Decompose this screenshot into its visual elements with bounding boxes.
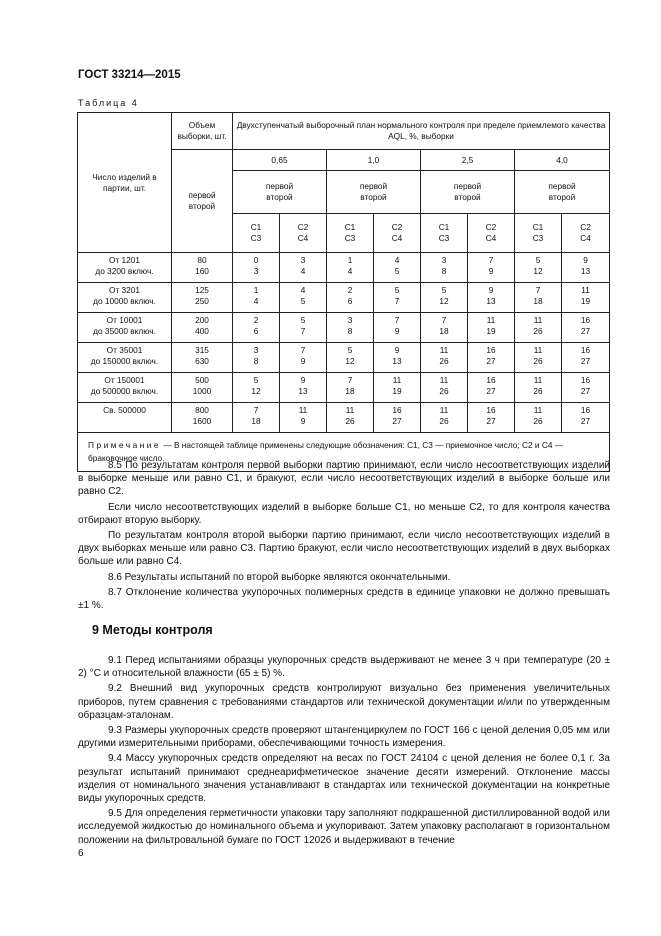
plan-value-second: 19 (486, 326, 496, 336)
plan-value-second: 9 (300, 356, 306, 366)
plan-value-cell (280, 373, 327, 403)
c-bottom-label: C4 (391, 233, 403, 243)
plan-value-second: 26 (533, 356, 543, 366)
plan-value-cell (233, 343, 280, 373)
plan-value-second: 27 (392, 416, 402, 426)
sample-size-cell (172, 313, 233, 343)
plan-value-cell (280, 403, 327, 433)
plan-value-cell (515, 373, 562, 403)
sample-size-second: 630 (195, 356, 209, 366)
plan-value-cell (280, 253, 327, 283)
plan-value-second: 13 (298, 386, 308, 396)
plan-value-first: 5 (300, 315, 306, 325)
plan-value-second: 12 (345, 356, 355, 366)
table-row (78, 343, 610, 373)
c-bottom-label: C4 (297, 233, 309, 243)
sample-size-second: 160 (195, 266, 209, 276)
plan-value-cell (374, 253, 421, 283)
c-top-label: C2 (580, 222, 591, 232)
plan-value-cell (233, 253, 280, 283)
plan-value-second: 8 (347, 326, 353, 336)
first-sample-label: первой (548, 181, 576, 191)
plan-value-first: 5 (394, 285, 400, 295)
plan-value-cell (562, 313, 610, 343)
plan-value-second: 26 (439, 356, 449, 366)
plan-value-cell (374, 313, 421, 343)
plan-value-cell (421, 253, 468, 283)
plan-value-cell (327, 373, 374, 403)
plan-value-second: 18 (439, 326, 449, 336)
plan-value-first: 2 (347, 285, 353, 295)
plan-value-cell (515, 253, 562, 283)
plan-value-second: 26 (533, 416, 543, 426)
plan-value-first: 16 (580, 405, 591, 415)
plan-value-first: 11 (439, 405, 449, 415)
lot-size-cell (78, 343, 172, 373)
paragraph: 8.5 По результатам контроля первой выборки партию принимают, если число несоответствующих изделий в выборке меньше или равно С1, и бракуют, если число несоответствующих изделий в выборке больше или равно С2. (78, 460, 610, 498)
acceptance-number-header (233, 214, 280, 253)
note-text: — В настоящей таблице применены следующие обозначения: С1, С3 — приемочное число; С2 и С4 — браковочное число. (88, 440, 564, 463)
lot-size-from: Св. 500000 (103, 405, 146, 415)
plan-value-second: 9 (300, 416, 306, 426)
plan-value-second: 9 (394, 326, 400, 336)
paragraph: 9.2 Внешний вид укупорочных средств контролируют визуально без применения увеличительных приборов, путем сравнения с требованиями стандартов или технической документации и/или по утвержденным образцам-эталонам. (78, 683, 610, 721)
sample-size-first: 800 (195, 405, 209, 415)
plan-value-first: 11 (392, 375, 402, 385)
plan-value-cell (562, 283, 610, 313)
plan-value-second: 5 (394, 266, 400, 276)
plan-value-cell (374, 283, 421, 313)
plan-value-first: 5 (441, 285, 447, 295)
sample-size-first: 200 (195, 315, 209, 325)
c-bottom-label: C4 (580, 233, 591, 243)
acceptance-number-header (562, 214, 610, 253)
plan-value-first: 9 (300, 375, 306, 385)
plan-value-second: 3 (253, 266, 259, 276)
paragraph: Если число несоответствующих изделий в выборке больше С1, но меньше С2, то для контроля качества отбирают вторую выборку. (78, 501, 610, 526)
paragraph: 9.4 Массу укупорочных средств определяют на весах по ГОСТ 24104 с ценой деления не более 0,1 г. За результат испытаний принимают среднеарифметическое значение десяти измерений. Отклонение массы изделия от номинального значения устанавливают в стандартах или технической документации на конкретные виды укупорочных средств. (78, 753, 610, 805)
plan-value-first: 5 (347, 345, 353, 355)
plan-value-cell (515, 283, 562, 313)
plan-value-first: 7 (535, 285, 541, 295)
plan-value-cell (562, 343, 610, 373)
plan-value-second: 13 (486, 296, 496, 306)
plan-value-second: 26 (345, 416, 355, 426)
plan-value-first: 2 (253, 315, 259, 325)
sample-size-cell (172, 253, 233, 283)
acceptance-number-header (374, 214, 421, 253)
table-row (78, 403, 610, 433)
plan-value-cell (468, 373, 515, 403)
sample-size-first: 315 (195, 345, 209, 355)
plan-value-first: 11 (298, 405, 308, 415)
plan-value-second: 26 (533, 386, 543, 396)
plan-value-second: 7 (300, 326, 306, 336)
plan-value-first: 5 (535, 255, 541, 265)
c-bottom-label: C4 (485, 233, 497, 243)
plan-value-cell (468, 253, 515, 283)
plan-value-first: 16 (580, 345, 591, 355)
second-sample-label: второй (188, 201, 216, 211)
c-bottom-label: C3 (532, 233, 544, 243)
aql-level-header: 0,65 (233, 150, 327, 171)
c-top-label: C2 (391, 222, 403, 232)
document-header: ГОСТ 33214—2015 (78, 69, 181, 81)
sample-size-second: 250 (195, 296, 209, 306)
paragraph: 8.7 Отклонение количества укупорочных полимерных средств в единице упаковки не должно превышать ±1 %. (78, 586, 610, 612)
lot-size-header: Число изделий в партии, шт. (78, 113, 172, 253)
plan-value-first: 11 (439, 375, 449, 385)
acceptance-number-header (468, 214, 515, 253)
plan-value-cell (280, 283, 327, 313)
lot-size-to: до 10000 включ. (93, 296, 156, 306)
lot-size-cell (78, 403, 172, 433)
plan-value-first: 16 (486, 405, 496, 415)
plan-value-first: 1 (253, 285, 259, 295)
plan-value-first: 4 (394, 255, 400, 265)
plan-value-first: 16 (486, 375, 496, 385)
plan-value-first: 4 (300, 285, 306, 295)
plan-value-second: 4 (253, 296, 259, 306)
sample-order-header (233, 171, 327, 214)
plan-value-second: 26 (439, 416, 449, 426)
second-sample-label: второй (454, 192, 481, 202)
sample-size-second: 1600 (192, 416, 212, 426)
lot-size-from: От 10001 (106, 315, 143, 325)
plan-value-second: 27 (580, 386, 591, 396)
plan-value-cell (374, 343, 421, 373)
first-sample-label: первой (359, 181, 388, 191)
plan-value-first: 3 (347, 315, 353, 325)
table-row (78, 283, 610, 313)
sample-size-cell (172, 283, 233, 313)
plan-value-second: 27 (486, 416, 496, 426)
section-9-paragraphs (78, 654, 610, 847)
plan-value-cell (515, 403, 562, 433)
lot-size-from: От 35001 (106, 345, 143, 355)
section-9-title: 9 Методы контроля (92, 623, 213, 637)
aql-level-header: 4,0 (515, 150, 610, 171)
table-row (78, 253, 610, 283)
plan-value-first: 16 (580, 315, 591, 325)
plan-value-cell (327, 313, 374, 343)
plan-value-first: 7 (441, 315, 447, 325)
plan-value-cell (421, 403, 468, 433)
aql-level-header: 1,0 (327, 150, 421, 171)
plan-value-cell (468, 343, 515, 373)
plan-value-second: 12 (533, 266, 543, 276)
c-top-label: C1 (344, 222, 356, 232)
plan-value-first: 11 (533, 375, 543, 385)
acceptance-number-header (515, 214, 562, 253)
lot-size-from: От 150001 (104, 375, 145, 385)
plan-value-cell (327, 283, 374, 313)
plan-value-cell (233, 313, 280, 343)
plan-value-cell (562, 373, 610, 403)
plan-value-cell (468, 313, 515, 343)
sampling-plan-table (77, 112, 610, 472)
lot-size-cell (78, 253, 172, 283)
plan-value-second: 27 (486, 386, 496, 396)
table-caption: Таблица 4 (78, 98, 139, 108)
plan-value-cell (374, 403, 421, 433)
plan-value-first: 3 (441, 255, 447, 265)
lot-size-to: до 150000 включ. (90, 356, 159, 366)
plan-value-first: 5 (253, 375, 259, 385)
plan-value-first: 3 (300, 255, 306, 265)
sample-order-header (172, 150, 233, 253)
plan-value-first: 7 (488, 255, 494, 265)
plan-value-cell (280, 313, 327, 343)
plan-value-cell (421, 313, 468, 343)
c-bottom-label: C3 (250, 233, 262, 243)
plan-value-cell (233, 373, 280, 403)
plan-value-first: 0 (253, 255, 259, 265)
plan-value-cell (327, 253, 374, 283)
plan-value-first: 11 (439, 345, 449, 355)
plan-value-cell (233, 403, 280, 433)
plan-value-second: 6 (347, 296, 353, 306)
plan-value-second: 8 (441, 266, 447, 276)
sample-order-header (327, 171, 421, 214)
plan-value-second: 18 (345, 386, 355, 396)
c-bottom-label: C3 (438, 233, 450, 243)
c-top-label: C2 (297, 222, 309, 232)
plan-value-cell (327, 343, 374, 373)
plan-value-cell (421, 283, 468, 313)
paragraph: 9.3 Размеры укупорочных средств проверяют штангенциркулем по ГОСТ 166 с ценой деления 0,05 мм или другими измерительными приборами, обеспечивающими точность измерения. (78, 725, 610, 750)
sample-order-header (421, 171, 515, 214)
plan-value-second: 19 (392, 386, 402, 396)
c-top-label: C1 (250, 222, 262, 232)
plan-value-second: 18 (251, 416, 261, 426)
acceptance-number-header (280, 214, 327, 253)
lot-size-cell (78, 283, 172, 313)
plan-value-second: 27 (486, 356, 496, 366)
plan-value-second: 8 (253, 356, 259, 366)
plan-value-second: 13 (580, 266, 591, 276)
plan-value-second: 9 (488, 266, 494, 276)
plan-value-first: 1 (347, 255, 353, 265)
plan-value-second: 27 (580, 356, 591, 366)
first-sample-label: первой (188, 190, 216, 200)
plan-value-first: 9 (583, 255, 588, 265)
plan-value-cell (515, 313, 562, 343)
lot-size-from: От 3201 (108, 285, 141, 295)
lot-size-to: до 3200 включ. (95, 266, 154, 276)
sample-size-header: Объем выборки, шт. (172, 113, 233, 150)
c-top-label: C1 (438, 222, 450, 232)
first-sample-label: первой (453, 181, 482, 191)
lot-size-to: до 35000 включ. (93, 326, 156, 336)
plan-value-cell (468, 283, 515, 313)
table-row (78, 313, 610, 343)
section-8-paragraphs (78, 459, 610, 612)
plan-value-cell (562, 253, 610, 283)
plan-value-first: 11 (345, 405, 355, 415)
plan-value-second: 27 (580, 326, 591, 336)
plan-value-first: 11 (581, 285, 590, 295)
plan-value-first: 3 (253, 345, 259, 355)
plan-value-second: 26 (439, 386, 449, 396)
sample-size-cell (172, 373, 233, 403)
sample-size-second: 1000 (192, 386, 212, 396)
sample-size-cell (172, 403, 233, 433)
lot-size-to: до 500000 включ. (90, 386, 159, 396)
plan-value-second: 12 (251, 386, 261, 396)
second-sample-label: второй (548, 192, 576, 202)
plan-value-first: 11 (533, 315, 543, 325)
page-number: 6 (78, 848, 84, 859)
plan-value-second: 19 (580, 296, 591, 306)
plan-value-first: 16 (580, 375, 591, 385)
plan-value-second: 4 (347, 266, 353, 276)
paragraph: 9.5 Для определения герметичности упаковки тару заполняют подкрашенной дистиллированной водой или исследуемой жидкостью до номинального объема и укупоривают. Затем упаковку располагают в горизонтальном положении на фильтровальной бумаге по ГОСТ 12026 и выдерживают в течение (78, 808, 610, 846)
plan-value-second: 27 (580, 416, 591, 426)
plan-value-cell (374, 373, 421, 403)
plan-value-cell (280, 343, 327, 373)
plan-value-cell (468, 403, 515, 433)
plan-value-first: 7 (253, 405, 259, 415)
sample-size-first: 125 (195, 285, 209, 295)
first-sample-label: первой (265, 181, 294, 191)
plan-value-first: 7 (300, 345, 306, 355)
sample-size-first: 80 (197, 255, 207, 265)
paragraph: По результатам контроля второй выборки партию принимают, если число несоответствующих изделий в двух выборках меньше или равно С3. Партию бракуют, если число несоответствующих изделий в двух выборках больше или равно С4. (78, 530, 610, 568)
plan-value-second: 7 (394, 296, 400, 306)
plan-value-first: 11 (486, 315, 496, 325)
sample-size-cell (172, 343, 233, 373)
plan-value-first: 16 (486, 345, 496, 355)
plan-value-first: 9 (394, 345, 400, 355)
second-sample-label: второй (360, 192, 387, 202)
plan-value-second: 4 (300, 266, 306, 276)
c-bottom-label: C3 (344, 233, 356, 243)
lot-size-from: От 1201 (108, 255, 141, 265)
plan-value-cell (421, 373, 468, 403)
plan-value-first: 7 (347, 375, 353, 385)
lot-size-cell (78, 373, 172, 403)
sample-size-second: 400 (195, 326, 209, 336)
acceptance-number-header (327, 214, 374, 253)
plan-value-first: 11 (533, 405, 543, 415)
note-label: Примечание (88, 440, 162, 450)
plan-value-cell (515, 343, 562, 373)
plan-value-first: 9 (488, 285, 494, 295)
plan-value-second: 5 (300, 296, 306, 306)
aql-level-header: 2,5 (421, 150, 515, 171)
c-top-label: C1 (532, 222, 544, 232)
plan-value-second: 26 (533, 326, 543, 336)
c-top-label: C2 (485, 222, 497, 232)
plan-value-cell (233, 283, 280, 313)
plan-header: Двухступенчатый выборочный план нормального контроля при пределе приемлемого качества AQL, %, выборки (233, 113, 610, 150)
lot-size-cell (78, 313, 172, 343)
plan-value-first: 7 (394, 315, 400, 325)
plan-value-cell (327, 403, 374, 433)
paragraph: 9.1 Перед испытаниями образцы укупорочных средств выдерживают не менее 3 ч при температуре (20 ± 2) °С и относительной влажности (65 ± 5) %. (78, 655, 610, 680)
second-sample-label: второй (266, 192, 293, 202)
plan-value-cell (562, 403, 610, 433)
plan-value-first: 16 (392, 405, 402, 415)
paragraph: 8.6 Результаты испытаний по второй выборке являются окончательными. (108, 571, 451, 583)
plan-value-second: 18 (533, 296, 543, 306)
plan-value-cell (421, 343, 468, 373)
sample-size-first: 500 (195, 375, 209, 385)
plan-value-second: 12 (439, 296, 449, 306)
table-row (78, 373, 610, 403)
plan-value-second: 6 (253, 326, 259, 336)
plan-value-second: 13 (392, 356, 402, 366)
sample-order-header (515, 171, 610, 214)
acceptance-number-header (421, 214, 468, 253)
plan-value-first: 11 (533, 345, 543, 355)
